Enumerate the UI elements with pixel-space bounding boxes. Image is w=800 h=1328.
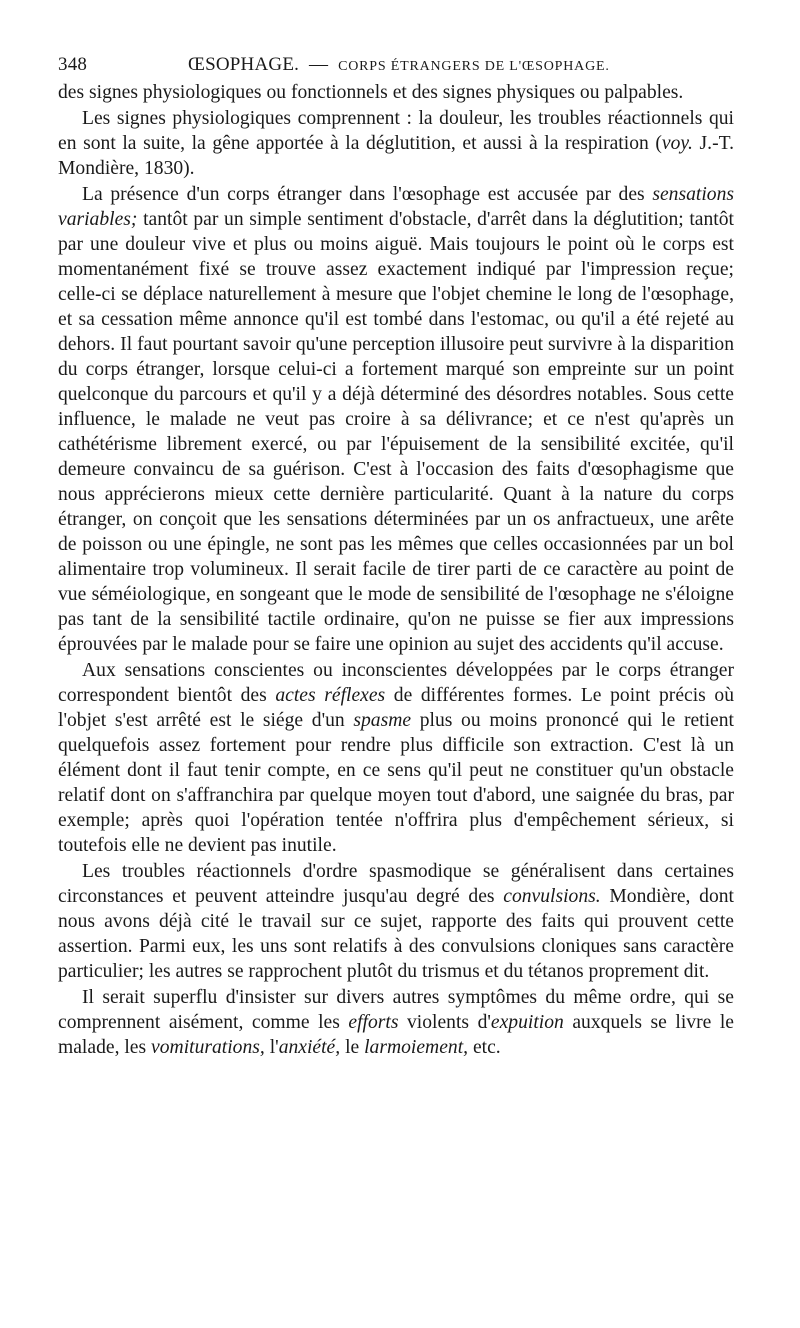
text-run: violents d': [398, 1012, 491, 1033]
running-title: [188, 50, 610, 82]
italic-term: larmoiement,: [364, 1037, 469, 1058]
paragraph: [58, 106, 734, 181]
title-separator: —: [308, 54, 329, 75]
text-run: l': [264, 1037, 279, 1058]
text-run: J.-T. Mondière, 1830).: [58, 133, 734, 179]
italic-term: spasme: [353, 710, 412, 731]
chapter-title: CORPS ÉTRANGERS DE L'ŒSOPHAGE.: [338, 59, 610, 74]
paragraph: [58, 182, 734, 657]
italic-term: anxiété,: [278, 1037, 341, 1058]
text-run: de différentes formes. Le point précis où l'objet s'est arrêté est le siége d'un: [58, 685, 734, 731]
text-run: Les troubles réactionnels d'ordre spasmodique se généralisent dans certaines circonstances et peuvent atteindre jusqu'au degré des: [58, 861, 734, 907]
italic-term: vomiturations,: [151, 1037, 265, 1058]
section-title: ŒSOPHAGE.: [188, 54, 300, 75]
book-page: [58, 50, 734, 1060]
paragraph: [58, 658, 734, 858]
italic-term: sensations variables;: [58, 184, 734, 230]
text-run: Mondière, dont nous avons déjà cité le travail sur ce sujet, rapporte des faits qui prouvent cette assertion. Parmi eux, les uns sont relatifs à des convulsions cloniques sans caractère particulier; les autres se rapprochent plutôt du trismus et du tétanos proprement dit.: [58, 886, 734, 982]
paragraph: [58, 985, 734, 1060]
text-run: Aux sensations conscientes ou inconscientes développées par le corps étranger correspondent bientôt des: [58, 660, 734, 706]
italic-term: efforts: [348, 1012, 399, 1033]
paragraph: [58, 859, 734, 984]
body-text: [58, 80, 734, 1060]
text-run: des signes physiologiques ou fonctionnels et des signes physiques ou palpables.: [58, 82, 684, 103]
running-head: [58, 50, 734, 80]
text-run: le: [340, 1037, 365, 1058]
italic-term: expuition: [490, 1012, 564, 1033]
text-run: Les signes physiologiques comprennent : la douleur, les troubles réactionnels qui en sont la suite, la gêne apportée à la déglutition, et aussi à la respiration (: [58, 108, 734, 154]
paragraph: [58, 80, 734, 105]
text-run: Il serait superflu d'insister sur divers autres symptômes du même ordre, qui se comprennent aisément, comme les: [58, 987, 734, 1033]
italic-term: voy.: [661, 133, 693, 154]
page-number: 348: [58, 54, 88, 75]
text-run: etc.: [468, 1037, 501, 1058]
text-run: auxquels se livre le malade, les: [58, 1012, 734, 1058]
text-run: La présence d'un corps étranger dans l'œsophage est accusée par des: [82, 184, 653, 205]
italic-term: actes réflexes: [275, 685, 386, 706]
text-run: tantôt par un simple sentiment d'obstacle, d'arrêt dans la déglutition; tantôt par une douleur vive et plus ou moins aiguë. Mais toujours le point où le corps est momentanément fixé se trouve assez exactement indiqué par l'impression reçue; celle-ci se déplace naturellement à mesure que l'objet chemine le long de l'œsophage, et sa cessation même annonce qu'il est tombé dans l'estomac, ou qu'il a été rejeté au dehors. Il faut pourtant savoir qu'une perception illusoire peut survivre à la disparition du corps étranger, lorsque celui-ci a fortement marqué son empreinte sur un point quelconque du parcours et qu'il y a déjà déterminé des désordres notables. Sous cette influence, le malade ne veut pas croire à sa délivrance; et ce n'est qu'après un cathétérisme librement exercé, ou par l'épuisement de la sensibilité excitée, qu'il demeure convaincu de sa guérison. C'est à l'occasion des faits d'œsophagisme que nous apprécierons mieux cette dernière particularité. Quant à la nature du corps étranger, on conçoit que les sensations déterminées par un os anfractueux, une arête de poisson ou une épingle, ne sont pas les mêmes que celles occasionnées par un bol alimentaire trop volumineux. Il serait facile de tirer parti de ce caractère au point de vue séméiologique, en songeant que le mode de sensibilité de l'œsophage ne s'éloigne pas tant de la sensibilité tactile ordinaire, qu'on ne puisse se fier aux impressions éprouvées par le malade pour se faire une opinion au sujet des accidents qu'il accuse.: [58, 209, 734, 655]
italic-term: convulsions.: [503, 886, 601, 907]
text-run: plus ou moins prononcé qui le retient quelquefois assez fortement pour rendre plus difficile son extraction. C'est là un élément dont il faut tenir compte, en ce sens qu'il peut ne constituer qu'un obstacle relatif dont on s'affranchira par quelque moyen tout d'abord, une saignée du bras, par exemple; après quoi l'opération tentée n'offrira plus d'empêchement sérieux, si toutefois elle ne devient pas inutile.: [58, 710, 734, 856]
